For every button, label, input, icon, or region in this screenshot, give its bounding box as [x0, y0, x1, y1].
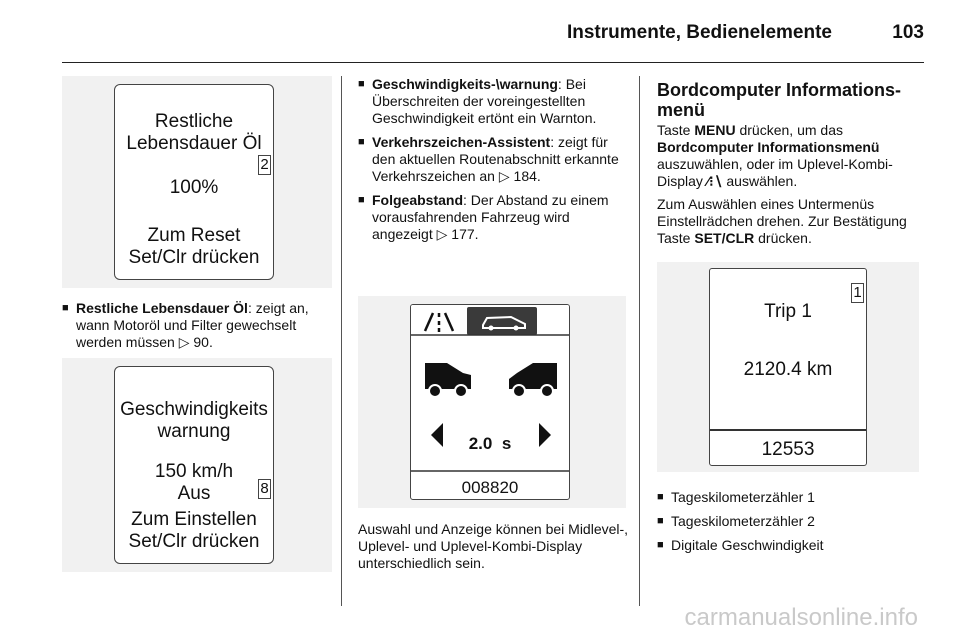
following-distance-odometer: 008820 — [461, 478, 519, 497]
speed-warning-line2: warnung — [157, 421, 231, 442]
page-ref-icon: ▷ — [178, 334, 190, 350]
right-para-2: Zum Auswählen eines Untermenüs Einstellrädchen drehen. Zur Bestätigung Taste SET/CLR drücken. — [657, 196, 907, 246]
oil-life-value: 100% — [169, 177, 219, 198]
following-distance-graphics — [411, 305, 569, 499]
middle-bullet-1 — [358, 76, 628, 127]
middle-bullet-3 — [358, 192, 628, 243]
trip-odometer: 12553 — [761, 439, 815, 460]
middle-bullet-3-text: : Der Abstand zu einem vorausfahrenden Fahrzeug wird angezeigt — [372, 192, 609, 242]
page-number: 103 — [892, 22, 924, 43]
menu-key: MENU — [694, 122, 736, 138]
following-distance-figure — [358, 296, 626, 508]
middle-bullet-2 — [358, 134, 628, 185]
oil-life-bullet-bold: Restliche Lebensdauer Öl — [76, 300, 248, 316]
oil-life-bullet-ref: 90. — [193, 334, 213, 350]
middle-caption: Auswahl und Anzeige können bei Midlevel-, Uplevel- und Uplevel-Kombi-Display unterschiedlich sein. — [358, 521, 629, 571]
trip-title: Trip 1 — [764, 301, 812, 322]
middle-bullet-2-bold: Verkehrszeichen-Assistent — [372, 134, 551, 150]
setclr-key: SET/CLR — [694, 230, 755, 246]
rear-car-icon — [425, 363, 471, 397]
section-heading: Bordcomputer Informations-menü — [657, 80, 902, 120]
speed-warning-line3: Zum Einstellen — [131, 509, 257, 530]
watermark: carmanualsonline.info — [684, 604, 918, 631]
trip-value: 2120.4 km — [743, 359, 833, 380]
oil-life-line1: Restliche — [154, 111, 234, 132]
car-tab-icon — [467, 307, 537, 335]
oil-life-tag: 2 — [258, 155, 271, 175]
trip-figure — [657, 262, 919, 472]
following-distance-unit: s — [501, 434, 512, 453]
trip-screen — [709, 268, 867, 466]
middle-bullet-2-text: : zeigt für den aktuellen Routenabschnitt erkannte Verkehrszeichen an — [372, 134, 619, 184]
lane-symbol-icon: ⁄⁝∖ — [706, 173, 723, 189]
header-rule — [62, 62, 924, 63]
middle-bullet-2-ref: 184. — [513, 168, 541, 184]
header-title: Instrumente, Bedienelemente — [566, 22, 832, 43]
speed-warning-state: Aus — [177, 483, 211, 504]
menu-name: Bordcomputer Informationsmenü — [657, 139, 880, 155]
list-item: ■ Tageskilometerzähler 1 — [657, 489, 923, 506]
speed-warning-screen — [114, 366, 274, 564]
column-divider-1 — [341, 76, 342, 606]
speed-warning-line1: Geschwindigkeits — [120, 399, 268, 420]
speed-warning-line4: Set/Clr drücken — [128, 531, 260, 552]
speed-warning-value: 150 km/h — [154, 461, 234, 482]
oil-life-screen — [114, 84, 274, 280]
list-item: ■ Digitale Geschwindigkeit — [657, 537, 923, 554]
oil-life-bullet — [62, 300, 324, 351]
speed-warning-figure — [62, 358, 332, 572]
speed-warning-tag: 8 — [258, 479, 271, 499]
right-para-1: Taste MENU drücken, um das Bordcomputer Informationsmenü auszuwählen, oder im Uplevel-Kombi-Display ⁄⁝∖ auswählen. — [657, 122, 893, 189]
oil-life-bullet-text: : zeigt an, wann Motoröl und Filter gewechselt werden müssen — [76, 300, 309, 350]
middle-bullet-1-text: : Bei Überschreiten der voreingestellten Geschwindigkeit ertönt ein Warnton. — [372, 76, 597, 126]
oil-life-line2: Lebensdauer Öl — [126, 133, 262, 154]
middle-bullet-3-ref: 177. — [451, 226, 479, 242]
oil-life-line4: Set/Clr drücken — [128, 247, 260, 268]
column-divider-2 — [639, 76, 640, 606]
middle-bullet-1-bold: Geschwindigkeits-\warnung — [372, 76, 558, 92]
following-distance-value: 2.0 — [468, 434, 493, 453]
list-item: ■ Tageskilometerzähler 2 — [657, 513, 923, 530]
oil-life-line3: Zum Reset — [147, 225, 241, 246]
page-ref-icon: ▷ — [498, 168, 510, 184]
trip-tag: 1 — [851, 283, 864, 303]
page-ref-icon: ▷ — [436, 226, 448, 242]
following-distance-screen — [410, 304, 570, 500]
front-car-icon — [509, 363, 557, 397]
middle-bullet-3-bold: Folgeabstand — [372, 192, 464, 208]
oil-life-figure — [62, 76, 332, 288]
